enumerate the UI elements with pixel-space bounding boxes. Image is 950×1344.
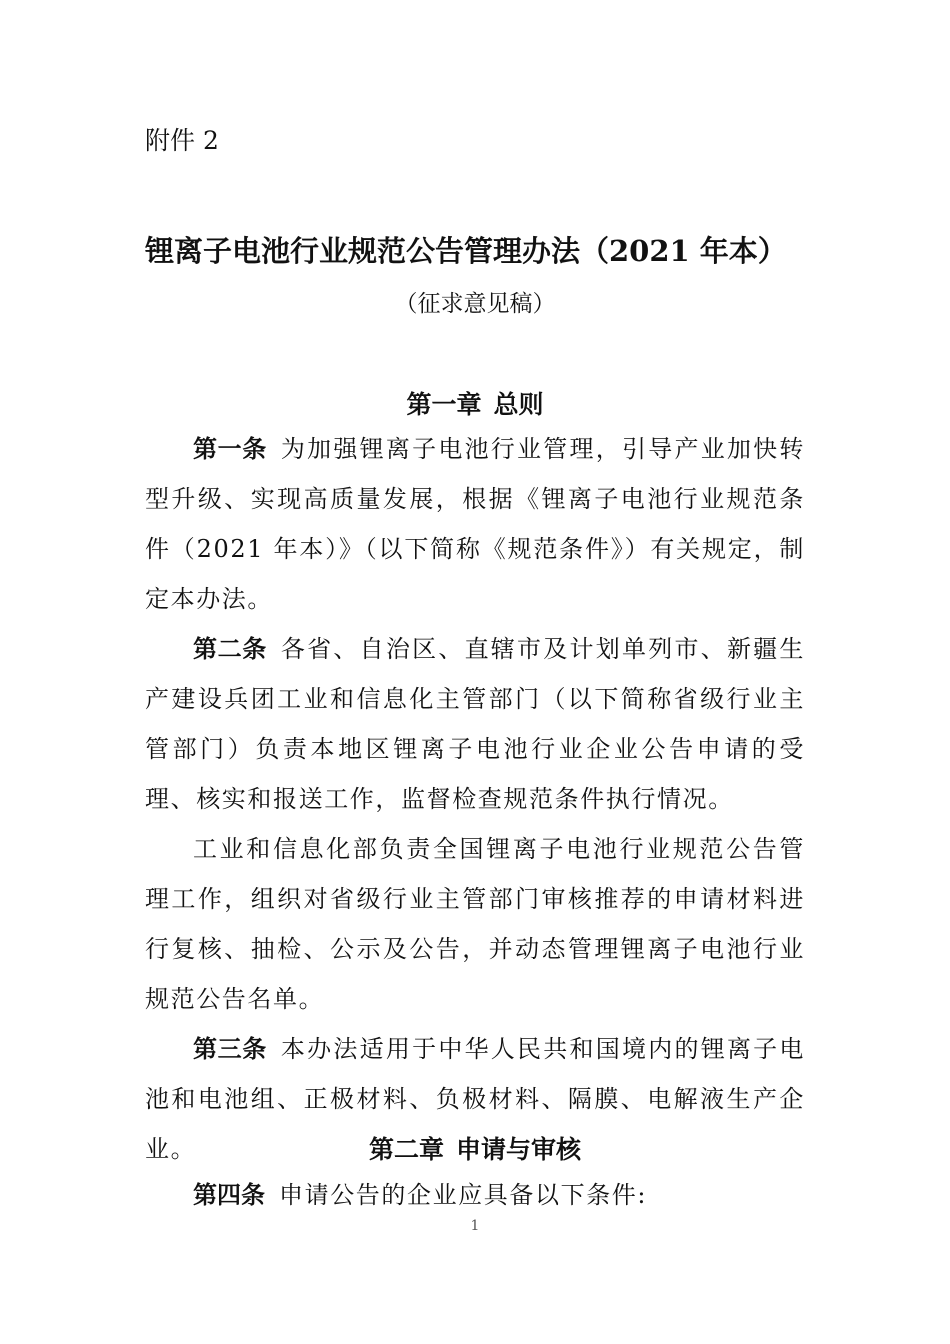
article-text: 工业和信息化部负责全国锂离子电池行业规范公告管理工作，组织对省级行业主管部门审核推荐的申请材料进行复核、抽检、公示及公告，并动态管理锂离子电池行业规范公告名单。 [145, 835, 805, 1013]
article-text: 为加强锂离子电池行业管理，引导产业加快转型升级、实现高质量发展，根据《锂离子电池行业规范条件（2021 年本）》（以下简称《规范条件》）有关规定，制定本办法。 [145, 435, 806, 613]
page-number: 1 [470, 1218, 480, 1234]
document-subtitle: （征求意见稿） [394, 291, 556, 317]
article-label: 第一条 [193, 435, 267, 463]
article-paragraph [145, 424, 805, 624]
chapter-number: 第二章 [368, 1135, 444, 1164]
article-paragraph [145, 624, 805, 824]
chapter-heading [0, 1130, 950, 1166]
article-label: 第四条 [193, 1181, 265, 1209]
article-label: 第二条 [193, 635, 267, 663]
article-text: 申请公告的企业应具备以下条件: [279, 1181, 648, 1209]
document-title: 锂离子电池行业规范公告管理办法（2021 年本） [145, 234, 787, 268]
article-text: 各省、自治区、直辖市及计划单列市、新疆生产建设兵团工业和信息化主管部门（以下简称省级行业主管部门）负责本地区锂离子电池行业企业公告申请的受理、核实和报送工作，监督检查规范条件执行情况。 [145, 635, 806, 813]
chapter-name: 总则 [493, 390, 544, 419]
article-label: 第三条 [193, 1035, 267, 1063]
chapter-heading [0, 385, 950, 421]
article-text: 本办法适用于中华人民共和国境内的锂离子电池和电池组、正极材料、负极材料、隔膜、电解液生产企业。 [145, 1035, 806, 1163]
chapter-number: 第一章 [406, 390, 482, 419]
article-paragraph [145, 1170, 805, 1220]
chapter-name: 申请与审核 [456, 1135, 582, 1164]
attachment-label: 附件 2 [145, 126, 219, 155]
article-paragraph [145, 824, 805, 1024]
